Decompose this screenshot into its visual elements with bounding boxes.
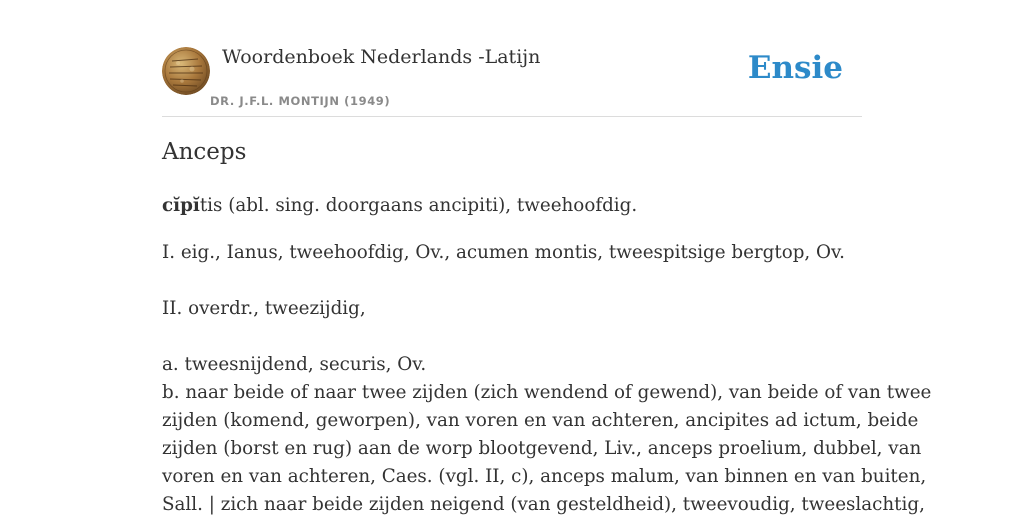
entry-paragraph: II. overdr., tweezijdig,: [162, 298, 366, 319]
entry-line: voren en van achteren, Caes. (vgl. II, c), anceps malum, van binnen en van buiten,: [162, 466, 927, 487]
brand-logo-link[interactable]: Ensie: [747, 50, 843, 86]
page: [162, 0, 932, 515]
book-title-link[interactable]: Woordenboek Nederlands -Latijn: [222, 46, 541, 68]
entry-line: b. naar beide of naar twee zijden (zich wendend of gewend), van beide of van twee: [162, 382, 932, 403]
entry-headword: cĭpĭ: [162, 195, 200, 216]
coin-medallion-icon[interactable]: [162, 47, 210, 95]
entry-headword-line: [162, 192, 862, 220]
entry-title: Anceps: [162, 139, 247, 165]
entry-line: Sall. | zich naar beide zijden neigend (van gesteldheid), tweevoudig, tweeslachtig,: [162, 494, 925, 515]
entry-paragraph: a. tweesnijdend, securis, Ov.: [162, 354, 427, 375]
header: [162, 0, 862, 117]
book-author: DR. J.F.L. MONTIJN (1949): [210, 94, 391, 108]
entry-line: zijden (komend, geworpen), van voren en van achteren, ancipites ad ictum, beide: [162, 410, 919, 431]
entry-paragraph: I. eig., Ianus, tweehoofdig, Ov., acumen montis, tweespitsige bergtop, Ov.: [162, 242, 845, 263]
entry-headword-rest: tis (abl. sing. doorgaans ancipiti), tweehoofdig.: [199, 195, 638, 216]
entry-line: zijden (borst en rug) aan de worp blootgevend, Liv., anceps proelium, dubbel, van: [162, 438, 922, 459]
entry-content: [162, 192, 932, 519]
entry-paragraph: [162, 379, 932, 519]
